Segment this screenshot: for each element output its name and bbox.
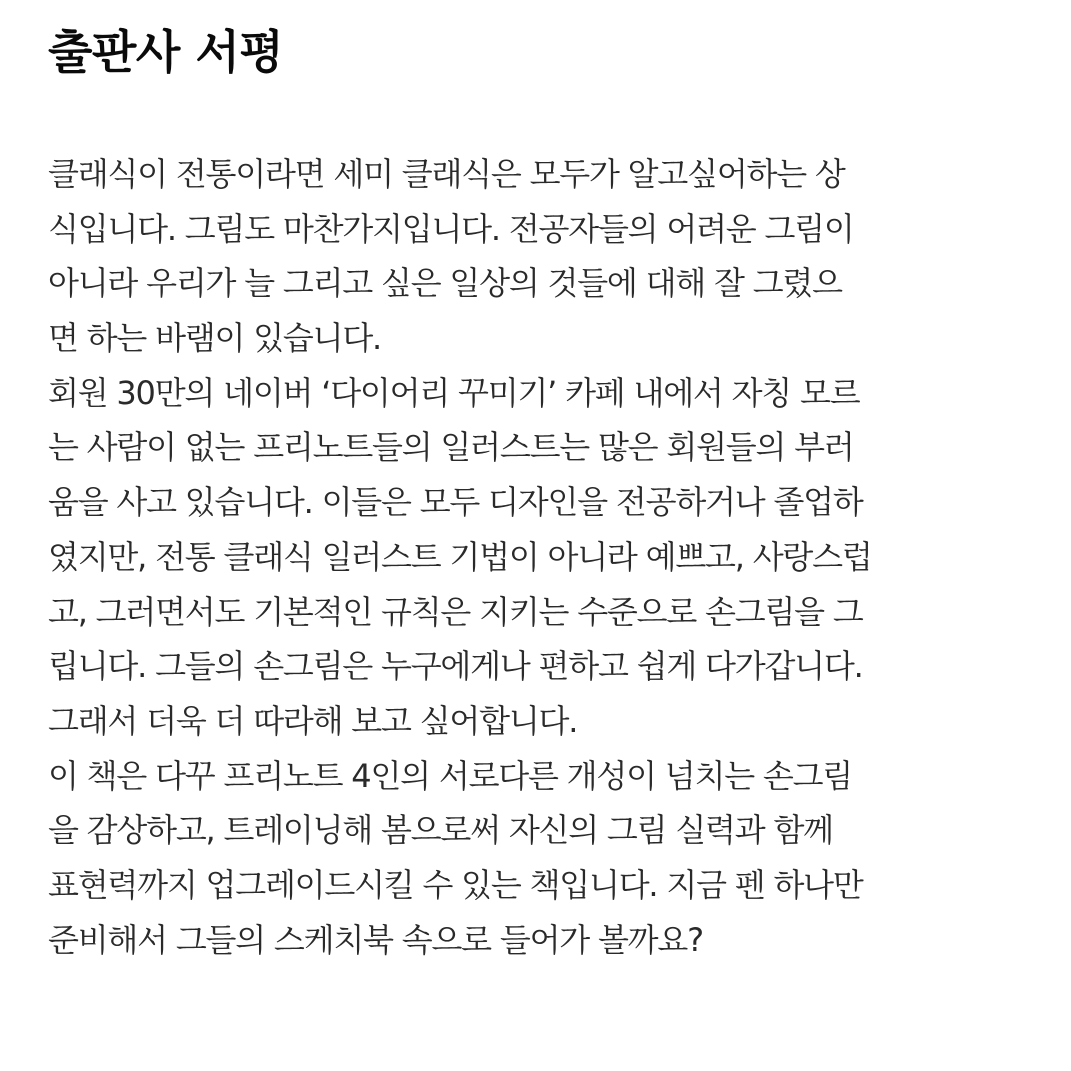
review-line: 이 책은 다꾸 프리노트 4인의 서로다른 개성이 넘치는 손그림	[48, 756, 853, 795]
review-line: 그래서 더욱 더 따라해 보고 싶어합니다.	[48, 701, 578, 740]
review-line: 고, 그러면서도 기본적인 규칙은 지키는 수준으로 손그림을 그	[48, 592, 863, 631]
review-line: 식입니다. 그림도 마찬가지입니다. 전공자들의 어려운 그림이	[48, 209, 854, 248]
review-line: 을 감상하고, 트레이닝해 봄으로써 자신의 그림 실력과 함께	[48, 811, 833, 850]
review-body	[48, 147, 1058, 967]
review-line: 립니다. 그들의 손그림은 누구에게나 편하고 쉽게 다가갑니다.	[48, 647, 863, 686]
review-line: 아니라 우리가 늘 그리고 싶은 일상의 것들에 대해 잘 그렸으	[48, 264, 842, 303]
review-line: 움을 사고 있습니다. 이들은 모두 디자인을 전공하거나 졸업하	[48, 483, 863, 522]
review-line: 면 하는 바램이 있습니다.	[48, 319, 382, 358]
review-line: 준비해서 그들의 스케치북 속으로 들어가 볼까요?	[48, 920, 703, 959]
review-line: 회원 30만의 네이버 ‘다이어리 꾸미기’ 카페 내에서 자칭 모르	[48, 373, 860, 412]
review-line: 클래식이 전통이라면 세미 클래식은 모두가 알고싶어하는 상	[48, 155, 845, 193]
review-line: 는 사람이 없는 프리노트들의 일러스트는 많은 회원들의 부러	[48, 428, 854, 467]
review-line: 표현력까지 업그레이드시킬 수 있는 책입니다. 지금 펜 하나만	[48, 865, 863, 904]
review-line: 였지만, 전통 클래식 일러스트 기법이 아니라 예쁘고, 사랑스럽	[48, 537, 872, 576]
page-title: 출판사 서평	[48, 25, 284, 79]
